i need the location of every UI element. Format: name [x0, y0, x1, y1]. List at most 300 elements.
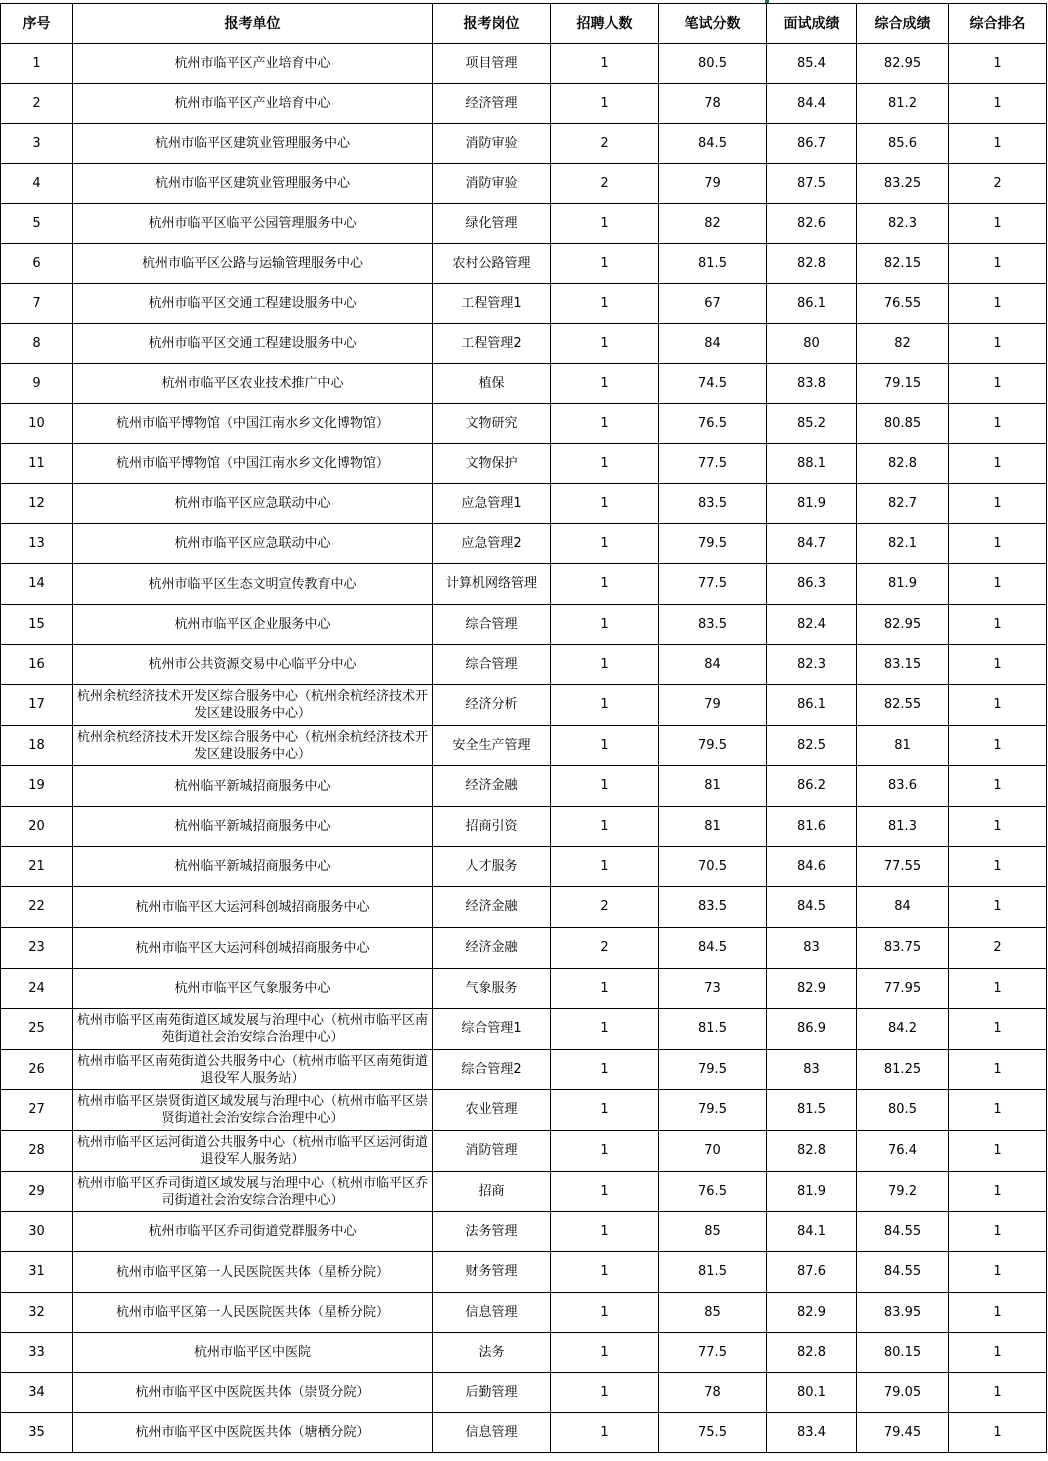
cell-index: 13	[1, 524, 73, 564]
cell-interview-score: 84.6	[767, 847, 857, 887]
header-written-score: 笔试分数	[659, 4, 767, 44]
cell-written-score: 83.5	[659, 484, 767, 524]
cell-quota: 1	[551, 1172, 659, 1212]
table-row	[1, 766, 1047, 807]
cell-unit: 杭州市临平区第一人民医院医共体（星桥分院）	[73, 1293, 433, 1333]
cell-written-score: 67	[659, 284, 767, 324]
cell-rank: 1	[949, 969, 1047, 1009]
cell-total-score: 83.6	[857, 766, 949, 807]
cell-quota: 1	[551, 524, 659, 564]
cell-rank: 1	[949, 887, 1047, 928]
cell-position: 招商引资	[433, 807, 551, 847]
header-position: 报考岗位	[433, 4, 551, 44]
cell-total-score: 82.3	[857, 204, 949, 244]
cell-quota: 1	[551, 1131, 659, 1172]
cell-unit: 杭州市临平区公路与运输管理服务中心	[73, 244, 433, 284]
cell-written-score: 81.5	[659, 244, 767, 284]
header-interview-score: 面试成绩	[767, 4, 857, 44]
cell-rank: 2	[949, 928, 1047, 969]
cell-unit: 杭州市公共资源交易中心临平分中心	[73, 645, 433, 685]
cell-interview-score: 81.6	[767, 807, 857, 847]
cell-rank: 1	[949, 726, 1047, 766]
cell-position: 经济管理	[433, 84, 551, 124]
cell-interview-score: 83.4	[767, 1413, 857, 1453]
cell-rank: 1	[949, 645, 1047, 685]
table-row	[1, 444, 1047, 484]
cell-quota: 1	[551, 204, 659, 244]
table-row	[1, 44, 1047, 84]
cell-written-score: 81	[659, 807, 767, 847]
header-rank: 综合排名	[949, 4, 1047, 44]
cell-interview-score: 83	[767, 928, 857, 969]
cell-index: 1	[1, 44, 73, 84]
cell-total-score: 83.15	[857, 645, 949, 685]
table-row	[1, 364, 1047, 404]
cell-total-score: 82.15	[857, 244, 949, 284]
cell-quota: 1	[551, 645, 659, 685]
cell-rank: 1	[949, 444, 1047, 484]
cell-total-score: 82.55	[857, 685, 949, 726]
cell-total-score: 81.9	[857, 564, 949, 605]
cell-quota: 1	[551, 484, 659, 524]
cell-total-score: 77.95	[857, 969, 949, 1009]
cell-interview-score: 82.4	[767, 605, 857, 645]
table-body	[1, 44, 1047, 1453]
cell-index: 12	[1, 484, 73, 524]
table-row	[1, 244, 1047, 284]
table-row	[1, 324, 1047, 364]
cell-quota: 1	[551, 1050, 659, 1090]
table-row	[1, 726, 1047, 766]
cell-position: 综合管理2	[433, 1050, 551, 1090]
cell-total-score: 81.25	[857, 1050, 949, 1090]
cell-rank: 1	[949, 244, 1047, 284]
cell-position: 信息管理	[433, 1413, 551, 1453]
cell-rank: 1	[949, 1131, 1047, 1172]
cell-written-score: 84.5	[659, 124, 767, 164]
table-row	[1, 1373, 1047, 1413]
cell-total-score: 84.55	[857, 1212, 949, 1252]
cell-written-score: 79.5	[659, 1090, 767, 1131]
cell-total-score: 76.4	[857, 1131, 949, 1172]
cell-interview-score: 81.9	[767, 484, 857, 524]
cell-unit: 杭州市临平区大运河科创城招商服务中心	[73, 928, 433, 969]
table-row	[1, 84, 1047, 124]
cell-index: 10	[1, 404, 73, 444]
cell-total-score: 79.45	[857, 1413, 949, 1453]
table-row	[1, 1050, 1047, 1090]
cell-written-score: 76.5	[659, 1172, 767, 1212]
cell-index: 33	[1, 1333, 73, 1373]
cell-written-score: 77.5	[659, 444, 767, 484]
cell-written-score: 81.5	[659, 1252, 767, 1293]
table-row	[1, 1293, 1047, 1333]
cell-unit: 杭州市临平区中医院医共体（崇贤分院）	[73, 1373, 433, 1413]
cell-index: 23	[1, 928, 73, 969]
results-table	[0, 3, 1047, 1453]
cell-written-score: 78	[659, 84, 767, 124]
cell-unit: 杭州市临平区运河街道公共服务中心（杭州市临平区运河街道退役军人服务站）	[73, 1131, 433, 1172]
table-row	[1, 1252, 1047, 1293]
cell-position: 人才服务	[433, 847, 551, 887]
cell-quota: 1	[551, 1090, 659, 1131]
cell-unit: 杭州市临平区交通工程建设服务中心	[73, 284, 433, 324]
cell-total-score: 83.75	[857, 928, 949, 969]
cell-quota: 1	[551, 1252, 659, 1293]
cell-interview-score: 82.8	[767, 244, 857, 284]
cell-unit: 杭州市临平区大运河科创城招商服务中心	[73, 887, 433, 928]
table-row	[1, 969, 1047, 1009]
table-row	[1, 124, 1047, 164]
cell-rank: 1	[949, 404, 1047, 444]
cell-index: 18	[1, 726, 73, 766]
cell-quota: 2	[551, 164, 659, 204]
cell-index: 20	[1, 807, 73, 847]
cell-written-score: 73	[659, 969, 767, 1009]
cell-index: 5	[1, 204, 73, 244]
cell-interview-score: 86.2	[767, 766, 857, 807]
header-unit: 报考单位	[73, 4, 433, 44]
table-row	[1, 564, 1047, 605]
table-row	[1, 284, 1047, 324]
cell-total-score: 81.2	[857, 84, 949, 124]
cell-total-score: 76.55	[857, 284, 949, 324]
table-row	[1, 1212, 1047, 1252]
cell-written-score: 83.5	[659, 605, 767, 645]
cell-quota: 1	[551, 969, 659, 1009]
header-row	[1, 4, 1047, 44]
cell-index: 19	[1, 766, 73, 807]
cell-index: 32	[1, 1293, 73, 1333]
cell-written-score: 79	[659, 685, 767, 726]
cell-position: 财务管理	[433, 1252, 551, 1293]
cell-index: 29	[1, 1172, 73, 1212]
cell-index: 21	[1, 847, 73, 887]
cell-total-score: 79.05	[857, 1373, 949, 1413]
table-row	[1, 645, 1047, 685]
cell-interview-score: 84.1	[767, 1212, 857, 1252]
cell-quota: 1	[551, 284, 659, 324]
cell-written-score: 84	[659, 324, 767, 364]
cell-interview-score: 83.8	[767, 364, 857, 404]
cell-interview-score: 80	[767, 324, 857, 364]
cell-interview-score: 81.9	[767, 1172, 857, 1212]
cell-written-score: 79.5	[659, 524, 767, 564]
cell-position: 消防审验	[433, 124, 551, 164]
cell-unit: 杭州市临平区生态文明宣传教育中心	[73, 564, 433, 605]
table-row	[1, 404, 1047, 444]
cell-rank: 1	[949, 807, 1047, 847]
cell-quota: 2	[551, 928, 659, 969]
cell-quota: 1	[551, 1009, 659, 1050]
cell-written-score: 81.5	[659, 1009, 767, 1050]
cell-rank: 1	[949, 685, 1047, 726]
cell-quota: 1	[551, 1373, 659, 1413]
cell-total-score: 82.7	[857, 484, 949, 524]
cell-position: 经济金融	[433, 928, 551, 969]
cell-quota: 1	[551, 1293, 659, 1333]
cell-position: 植保	[433, 364, 551, 404]
cell-rank: 1	[949, 204, 1047, 244]
cell-rank: 1	[949, 1050, 1047, 1090]
cell-unit: 杭州市临平区崇贤街道区域发展与治理中心（杭州市临平区崇贤街道社会治安综合治理中心）	[73, 1090, 433, 1131]
cell-unit: 杭州市临平区建筑业管理服务中心	[73, 164, 433, 204]
cell-position: 工程管理1	[433, 284, 551, 324]
cell-quota: 1	[551, 685, 659, 726]
cell-interview-score: 82.9	[767, 969, 857, 1009]
cell-position: 农业管理	[433, 1090, 551, 1131]
cell-total-score: 82.8	[857, 444, 949, 484]
cell-index: 4	[1, 164, 73, 204]
table-row	[1, 1172, 1047, 1212]
cell-quota: 1	[551, 807, 659, 847]
cell-index: 14	[1, 564, 73, 605]
cell-interview-score: 82.8	[767, 1131, 857, 1172]
cell-written-score: 78	[659, 1373, 767, 1413]
cell-unit: 杭州市临平博物馆（中国江南水乡文化博物馆）	[73, 444, 433, 484]
cell-position: 招商	[433, 1172, 551, 1212]
cell-position: 后勤管理	[433, 1373, 551, 1413]
cell-position: 经济分析	[433, 685, 551, 726]
cell-index: 8	[1, 324, 73, 364]
cell-quota: 2	[551, 887, 659, 928]
cell-unit: 杭州市临平区建筑业管理服务中心	[73, 124, 433, 164]
cell-total-score: 80.5	[857, 1090, 949, 1131]
cell-interview-score: 80.1	[767, 1373, 857, 1413]
cell-unit: 杭州市临平区中医院医共体（塘栖分院）	[73, 1413, 433, 1453]
cell-written-score: 74.5	[659, 364, 767, 404]
cell-unit: 杭州余杭经济技术开发区综合服务中心（杭州余杭经济技术开发区建设服务中心）	[73, 685, 433, 726]
cell-interview-score: 86.3	[767, 564, 857, 605]
cell-total-score: 80.85	[857, 404, 949, 444]
cell-unit: 杭州市临平区乔司街道区域发展与治理中心（杭州市临平区乔司街道社会治安综合治理中心）	[73, 1172, 433, 1212]
cell-rank: 1	[949, 847, 1047, 887]
table-row	[1, 847, 1047, 887]
cell-written-score: 84	[659, 645, 767, 685]
cell-unit: 杭州市临平区第一人民医院医共体（星桥分院）	[73, 1252, 433, 1293]
cell-interview-score: 86.7	[767, 124, 857, 164]
cell-index: 15	[1, 605, 73, 645]
header-index: 序号	[1, 4, 73, 44]
cell-index: 7	[1, 284, 73, 324]
cell-index: 35	[1, 1413, 73, 1453]
cell-total-score: 85.6	[857, 124, 949, 164]
cell-unit: 杭州市临平区交通工程建设服务中心	[73, 324, 433, 364]
table-row	[1, 524, 1047, 564]
cell-total-score: 82.95	[857, 605, 949, 645]
table-row	[1, 204, 1047, 244]
cell-total-score: 82.1	[857, 524, 949, 564]
cell-interview-score: 88.1	[767, 444, 857, 484]
cell-position: 绿化管理	[433, 204, 551, 244]
table-row	[1, 1131, 1047, 1172]
table-row	[1, 1090, 1047, 1131]
cell-written-score: 70.5	[659, 847, 767, 887]
cell-written-score: 85	[659, 1212, 767, 1252]
cell-position: 法务	[433, 1333, 551, 1373]
cell-rank: 1	[949, 1252, 1047, 1293]
cell-quota: 1	[551, 564, 659, 605]
header-total-score: 综合成绩	[857, 4, 949, 44]
cell-rank: 1	[949, 1212, 1047, 1252]
cell-rank: 1	[949, 1373, 1047, 1413]
cell-index: 22	[1, 887, 73, 928]
cell-index: 3	[1, 124, 73, 164]
cell-index: 11	[1, 444, 73, 484]
cell-interview-score: 82.9	[767, 1293, 857, 1333]
table-row	[1, 928, 1047, 969]
cell-unit: 杭州市临平区中医院	[73, 1333, 433, 1373]
table-row	[1, 1009, 1047, 1050]
cell-position: 法务管理	[433, 1212, 551, 1252]
cell-interview-score: 82.6	[767, 204, 857, 244]
cell-unit: 杭州临平新城招商服务中心	[73, 766, 433, 807]
cell-total-score: 82	[857, 324, 949, 364]
cell-position: 工程管理2	[433, 324, 551, 364]
cell-total-score: 82.95	[857, 44, 949, 84]
cell-unit: 杭州市临平区气象服务中心	[73, 969, 433, 1009]
cell-total-score: 77.55	[857, 847, 949, 887]
cell-unit: 杭州市临平区农业技术推广中心	[73, 364, 433, 404]
cell-interview-score: 86.1	[767, 685, 857, 726]
cell-rank: 1	[949, 766, 1047, 807]
cell-index: 34	[1, 1373, 73, 1413]
cell-unit: 杭州余杭经济技术开发区综合服务中心（杭州余杭经济技术开发区建设服务中心）	[73, 726, 433, 766]
cell-quota: 1	[551, 1413, 659, 1453]
cell-interview-score: 85.4	[767, 44, 857, 84]
cell-quota: 1	[551, 44, 659, 84]
cell-position: 综合管理1	[433, 1009, 551, 1050]
cell-rank: 1	[949, 44, 1047, 84]
cell-written-score: 83.5	[659, 887, 767, 928]
cell-interview-score: 82.5	[767, 726, 857, 766]
cell-rank: 1	[949, 284, 1047, 324]
cell-index: 28	[1, 1131, 73, 1172]
cell-interview-score: 82.8	[767, 1333, 857, 1373]
cell-position: 信息管理	[433, 1293, 551, 1333]
cell-rank: 2	[949, 164, 1047, 204]
cell-interview-score: 83	[767, 1050, 857, 1090]
cell-position: 应急管理2	[433, 524, 551, 564]
cell-quota: 1	[551, 847, 659, 887]
cell-index: 27	[1, 1090, 73, 1131]
cell-total-score: 79.2	[857, 1172, 949, 1212]
cell-unit: 杭州市临平区应急联动中心	[73, 524, 433, 564]
cell-quota: 1	[551, 84, 659, 124]
table-row	[1, 164, 1047, 204]
cell-written-score: 82	[659, 204, 767, 244]
cell-quota: 1	[551, 605, 659, 645]
cell-interview-score: 86.9	[767, 1009, 857, 1050]
cell-total-score: 83.95	[857, 1293, 949, 1333]
cell-quota: 1	[551, 404, 659, 444]
header-quota: 招聘人数	[551, 4, 659, 44]
cell-unit: 杭州市临平区产业培育中心	[73, 44, 433, 84]
cell-total-score: 81	[857, 726, 949, 766]
table-row	[1, 1413, 1047, 1453]
cell-unit: 杭州市临平区应急联动中心	[73, 484, 433, 524]
cell-position: 综合管理	[433, 605, 551, 645]
cell-unit: 杭州市临平区企业服务中心	[73, 605, 433, 645]
cell-written-score: 81	[659, 766, 767, 807]
cell-written-score: 80.5	[659, 44, 767, 84]
cell-written-score: 77.5	[659, 1333, 767, 1373]
cell-rank: 1	[949, 564, 1047, 605]
cell-position: 经济金融	[433, 766, 551, 807]
cell-written-score: 70	[659, 1131, 767, 1172]
cell-index: 30	[1, 1212, 73, 1252]
cell-total-score: 80.15	[857, 1333, 949, 1373]
table-row	[1, 484, 1047, 524]
cell-rank: 1	[949, 124, 1047, 164]
cell-position: 经济金融	[433, 887, 551, 928]
cell-index: 16	[1, 645, 73, 685]
cell-interview-score: 82.3	[767, 645, 857, 685]
table-row	[1, 685, 1047, 726]
cell-position: 文物保护	[433, 444, 551, 484]
cell-position: 应急管理1	[433, 484, 551, 524]
cell-index: 26	[1, 1050, 73, 1090]
cell-rank: 1	[949, 364, 1047, 404]
cell-interview-score: 86.1	[767, 284, 857, 324]
cell-quota: 2	[551, 124, 659, 164]
cell-interview-score: 87.6	[767, 1252, 857, 1293]
cell-position: 消防审验	[433, 164, 551, 204]
cell-total-score: 84.55	[857, 1252, 949, 1293]
cell-total-score: 84.2	[857, 1009, 949, 1050]
cell-unit: 杭州市临平区临平公园管理服务中心	[73, 204, 433, 244]
cell-written-score: 84.5	[659, 928, 767, 969]
cell-index: 24	[1, 969, 73, 1009]
table-row	[1, 1333, 1047, 1373]
cell-interview-score: 84.5	[767, 887, 857, 928]
cell-quota: 1	[551, 1212, 659, 1252]
cell-rank: 1	[949, 484, 1047, 524]
cell-position: 消防管理	[433, 1131, 551, 1172]
cell-written-score: 77.5	[659, 564, 767, 605]
cell-rank: 1	[949, 1090, 1047, 1131]
cell-position: 安全生产管理	[433, 726, 551, 766]
cell-quota: 1	[551, 364, 659, 404]
cell-total-score: 83.25	[857, 164, 949, 204]
cell-rank: 1	[949, 605, 1047, 645]
cell-interview-score: 87.5	[767, 164, 857, 204]
cell-rank: 1	[949, 324, 1047, 364]
cell-unit: 杭州市临平区南苑街道公共服务中心（杭州市临平区南苑街道退役军人服务站）	[73, 1050, 433, 1090]
cell-quota: 1	[551, 244, 659, 284]
cell-written-score: 79	[659, 164, 767, 204]
cell-position: 气象服务	[433, 969, 551, 1009]
cell-written-score: 75.5	[659, 1413, 767, 1453]
cell-written-score: 76.5	[659, 404, 767, 444]
cell-unit: 杭州市临平区乔司街道党群服务中心	[73, 1212, 433, 1252]
cell-interview-score: 81.5	[767, 1090, 857, 1131]
cell-quota: 1	[551, 444, 659, 484]
cell-total-score: 84	[857, 887, 949, 928]
cell-written-score: 79.5	[659, 726, 767, 766]
cell-index: 17	[1, 685, 73, 726]
cell-index: 2	[1, 84, 73, 124]
cell-position: 农村公路管理	[433, 244, 551, 284]
cell-index: 9	[1, 364, 73, 404]
cell-rank: 1	[949, 524, 1047, 564]
cell-position: 计算机网络管理	[433, 564, 551, 605]
cell-unit: 杭州市临平博物馆（中国江南水乡文化博物馆）	[73, 404, 433, 444]
cell-index: 31	[1, 1252, 73, 1293]
cell-rank: 1	[949, 1009, 1047, 1050]
cell-index: 25	[1, 1009, 73, 1050]
cell-total-score: 81.3	[857, 807, 949, 847]
